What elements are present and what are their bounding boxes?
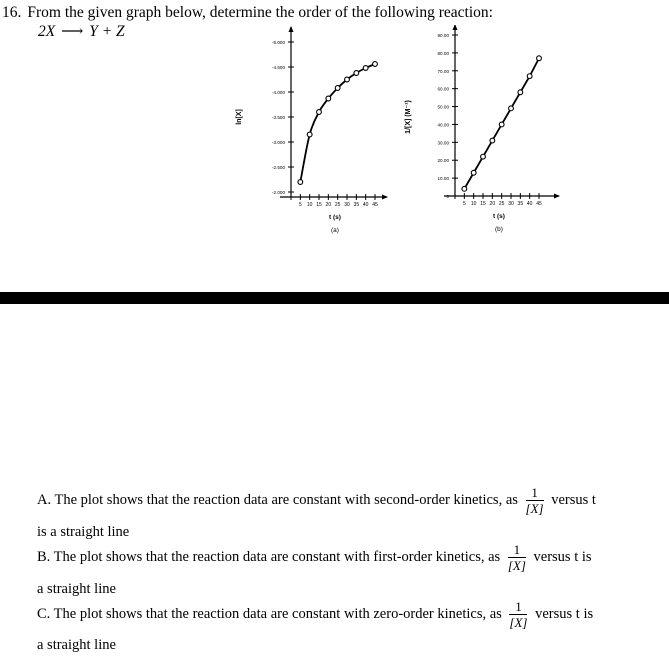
option-a-text-post: versus t bbox=[551, 491, 596, 508]
x-tick-label: 35 bbox=[517, 201, 524, 207]
series-line bbox=[300, 64, 375, 182]
question-title bbox=[2, 4, 493, 22]
data-point bbox=[499, 122, 504, 127]
option-a-text: A. The plot shows that the reaction data are constant with second-order kinetics, as bbox=[37, 491, 518, 508]
reaction-equation bbox=[38, 22, 125, 41]
option-a-fraction bbox=[526, 486, 544, 515]
y-axis-label: ln[X] bbox=[236, 109, 243, 125]
option-b-text: B. The plot shows that the reaction data are constant with first-order kinetics, as bbox=[37, 548, 501, 565]
y-tick-label: 50.00 bbox=[437, 104, 449, 110]
x-axis-arrow bbox=[554, 194, 560, 199]
y-tick-label: 40.00 bbox=[437, 122, 449, 128]
y-tick-label: -4.500 bbox=[271, 65, 285, 70]
data-point bbox=[354, 71, 359, 76]
data-point bbox=[537, 56, 542, 61]
question-number: 16. bbox=[2, 4, 22, 21]
x-axis-label: t (s) bbox=[493, 213, 505, 220]
y-axis-label: 1/[X] (M⁻¹) bbox=[405, 100, 412, 134]
x-tick-label: 30 bbox=[344, 202, 350, 208]
y-tick-label: 60.00 bbox=[437, 86, 449, 92]
y-tick-label: 70.00 bbox=[437, 68, 449, 74]
y-tick-label: -4.000 bbox=[271, 90, 285, 95]
y-tick-label: 10.00 bbox=[437, 176, 449, 182]
y-axis-arrow bbox=[453, 25, 458, 30]
section-divider bbox=[0, 292, 669, 304]
fraction-numerator: 1 bbox=[526, 486, 544, 501]
reaction-arrow: ⟶ bbox=[61, 23, 84, 40]
x-tick-label: 5 bbox=[462, 201, 466, 207]
reactant: 2X bbox=[38, 23, 56, 40]
x-tick-label: 15 bbox=[480, 201, 486, 207]
y-tick-label: -3.500 bbox=[271, 115, 285, 120]
plot-b bbox=[400, 25, 580, 255]
y-tick-label: 20.00 bbox=[437, 158, 449, 164]
y-axis-arrow bbox=[289, 26, 294, 32]
x-tick-label: 35 bbox=[353, 202, 360, 208]
x-axis-arrow bbox=[382, 195, 388, 200]
fraction-numerator: 1 bbox=[509, 600, 527, 615]
option-c-fraction bbox=[509, 600, 527, 629]
data-point bbox=[363, 66, 368, 71]
data-point bbox=[373, 62, 378, 67]
y-tick-label: -2.000 bbox=[271, 190, 285, 195]
option-b-fraction bbox=[508, 543, 526, 572]
y-tick-label: 90.00 bbox=[437, 33, 449, 38]
fraction-denominator: [X] bbox=[509, 615, 528, 630]
y-tick-label: -5.000 bbox=[271, 40, 285, 45]
x-tick-label: 45 bbox=[372, 202, 378, 208]
x-tick-label: 45 bbox=[536, 201, 542, 207]
plot-b-svg bbox=[400, 25, 580, 250]
data-point bbox=[345, 77, 350, 82]
x-tick-label: 40 bbox=[362, 202, 369, 208]
chart-caption: (a) bbox=[331, 227, 339, 234]
data-point bbox=[317, 110, 322, 115]
y-tick-label: -2.500 bbox=[271, 165, 285, 170]
data-point bbox=[462, 186, 467, 191]
option-a-cont: is a straight line bbox=[37, 524, 130, 540]
data-point bbox=[518, 90, 523, 95]
fraction-numerator: 1 bbox=[508, 543, 526, 558]
chart-caption: (b) bbox=[495, 226, 503, 233]
x-tick-label: 30 bbox=[508, 201, 514, 207]
data-point bbox=[307, 132, 312, 137]
x-tick-label: 20 bbox=[325, 202, 332, 208]
option-c-text: C. The plot shows that the reaction data are constant with zero-order kinetics, as bbox=[37, 605, 502, 622]
x-tick-label: 25 bbox=[498, 201, 505, 207]
x-tick-label: 15 bbox=[316, 202, 322, 208]
data-point bbox=[490, 138, 495, 143]
y-tick-label: 80.00 bbox=[437, 50, 449, 56]
option-b-cont: a straight line bbox=[37, 581, 116, 597]
data-point bbox=[481, 154, 486, 159]
y-tick-label: 0 bbox=[446, 194, 449, 199]
products: Y + Z bbox=[89, 23, 125, 40]
x-tick-label: 40 bbox=[526, 201, 533, 207]
option-c[interactable] bbox=[37, 600, 593, 629]
x-axis-label: t (s) bbox=[329, 214, 341, 221]
x-tick-label: 25 bbox=[334, 202, 341, 208]
plot-a-svg bbox=[225, 25, 425, 250]
fraction-denominator: [X] bbox=[525, 501, 544, 516]
data-point bbox=[471, 170, 476, 175]
x-tick-label: 20 bbox=[489, 201, 496, 207]
option-b[interactable] bbox=[37, 543, 592, 572]
question-text: From the given graph below, determine the order of the following reaction: bbox=[27, 4, 493, 21]
option-c-cont: a straight line bbox=[37, 637, 116, 653]
y-tick-label: -3.000 bbox=[271, 140, 285, 145]
data-point bbox=[527, 74, 532, 79]
plot-a bbox=[225, 25, 425, 255]
y-tick-label: 30.00 bbox=[437, 140, 449, 146]
data-point bbox=[335, 86, 340, 91]
option-a[interactable] bbox=[37, 486, 596, 515]
fraction-denominator: [X] bbox=[507, 558, 526, 573]
x-tick-label: 10 bbox=[306, 202, 313, 208]
option-c-text-post: versus t is bbox=[535, 605, 594, 622]
data-point bbox=[298, 180, 303, 185]
x-tick-label: 10 bbox=[470, 201, 477, 207]
data-point bbox=[326, 96, 331, 101]
x-tick-label: 5 bbox=[298, 202, 302, 208]
option-b-text-post: versus t is bbox=[533, 548, 592, 565]
data-point bbox=[509, 106, 514, 111]
